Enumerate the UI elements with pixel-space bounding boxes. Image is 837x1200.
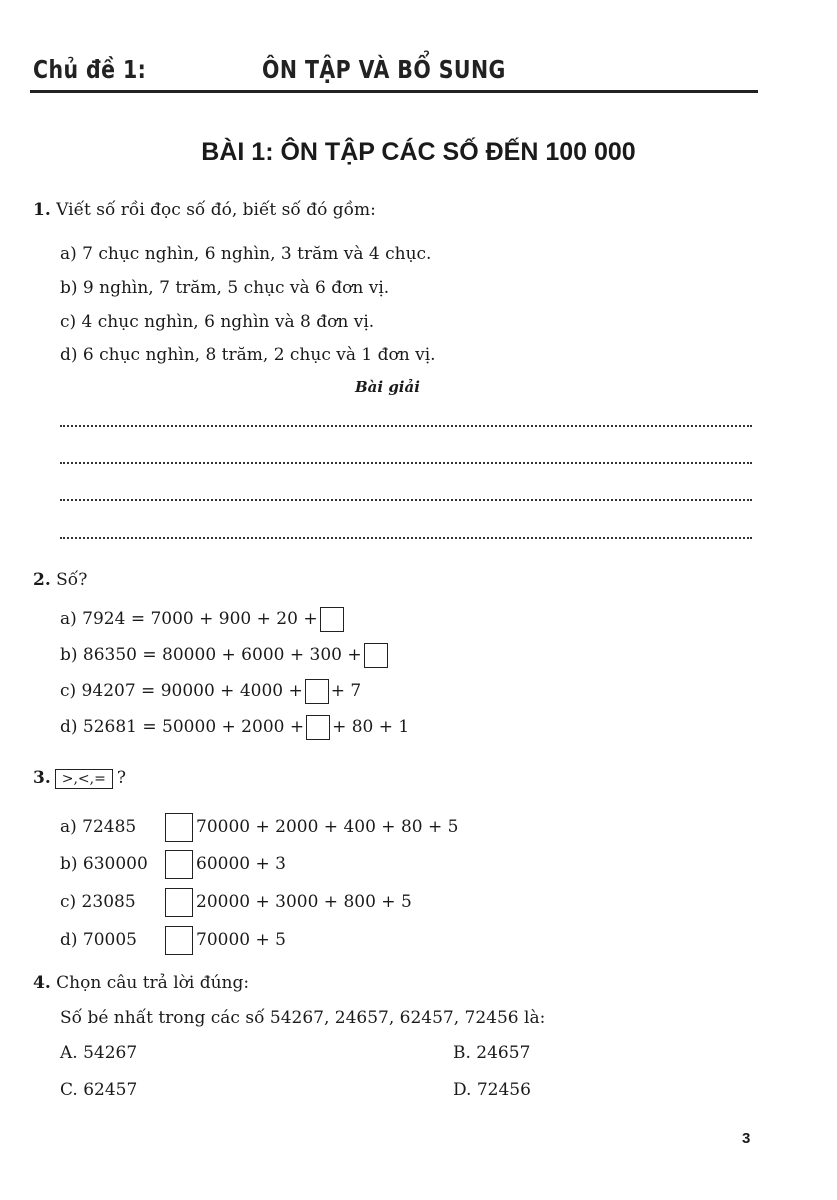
left-value: c) 23085	[60, 892, 136, 912]
comparison-row	[60, 888, 412, 917]
question-number: 4.	[33, 973, 51, 993]
question-number: 2.	[33, 570, 51, 590]
question-4	[33, 973, 249, 993]
right-expression: 20000 + 3000 + 800 + 5	[196, 892, 412, 912]
right-expression: 70000 + 5	[196, 930, 286, 950]
left-value: a) 72485	[60, 817, 137, 837]
right-expression: 70000 + 2000 + 400 + 80 + 5	[196, 817, 459, 837]
answer-box[interactable]	[165, 926, 193, 955]
answer-box[interactable]	[165, 888, 193, 917]
answer-box[interactable]	[320, 607, 344, 632]
question-2	[33, 570, 87, 590]
topic-label: Chủ đề 1:	[33, 55, 147, 84]
equation-text: + 7	[330, 681, 362, 701]
answer-box[interactable]	[165, 813, 193, 842]
question-prompt: ?	[116, 768, 126, 788]
equation-text: b) 86350 = 80000 + 6000 + 300 +	[60, 645, 362, 665]
list-item: a) 7 chục nghìn, 6 nghìn, 3 trăm và 4 chục.	[60, 244, 432, 264]
equation-text: c) 94207 = 90000 + 4000 +	[60, 681, 303, 701]
option-a[interactable]: A. 54267	[60, 1043, 138, 1063]
topic-title: ÔN TẬP VÀ BỔ SUNG	[262, 55, 506, 84]
answer-box[interactable]	[364, 643, 388, 668]
option-d[interactable]: D. 72456	[453, 1080, 531, 1100]
comparison-symbols-box: >,<,=	[55, 769, 113, 789]
answer-line[interactable]	[60, 425, 752, 427]
equation-text: + 80 + 1	[332, 717, 410, 737]
answer-box[interactable]	[165, 850, 193, 879]
answer-line[interactable]	[60, 462, 752, 464]
equation-row	[60, 715, 409, 740]
solution-label: Bài giải	[355, 378, 420, 396]
answer-line[interactable]	[60, 499, 752, 501]
question-3	[33, 768, 126, 789]
question-prompt: Chọn câu trả lời đúng:	[56, 973, 250, 993]
answer-box[interactable]	[305, 679, 329, 704]
equation-row	[60, 679, 361, 704]
answer-box[interactable]	[306, 715, 330, 740]
left-value: d) 70005	[60, 930, 137, 950]
question-prompt: Số?	[56, 570, 88, 590]
list-item: d) 6 chục nghìn, 8 trăm, 2 chục và 1 đơn vị.	[60, 345, 436, 365]
question-prompt: Viết số rồi đọc số đó, biết số đó gồm:	[56, 200, 376, 220]
comparison-row	[60, 813, 458, 842]
comparison-row	[60, 926, 286, 955]
list-item: c) 4 chục nghìn, 6 nghìn và 8 đơn vị.	[60, 312, 375, 332]
equation-text: d) 52681 = 50000 + 2000 +	[60, 717, 305, 737]
page-number: 3	[742, 1130, 751, 1147]
option-c[interactable]: C. 62457	[60, 1080, 138, 1100]
equation-row	[60, 607, 346, 632]
answer-line[interactable]	[60, 537, 752, 539]
equation-text: a) 7924 = 7000 + 900 + 20 +	[60, 609, 318, 629]
left-value: b) 630000	[60, 854, 148, 874]
question-number: 1.	[33, 200, 51, 220]
right-expression: 60000 + 3	[196, 854, 286, 874]
comparison-row	[60, 850, 286, 879]
question-text: Số bé nhất trong các số 54267, 24657, 62457, 72456 là:	[60, 1008, 546, 1028]
list-item: b) 9 nghìn, 7 trăm, 5 chục và 6 đơn vị.	[60, 278, 390, 298]
header-rule	[30, 90, 758, 93]
option-b[interactable]: B. 24657	[453, 1043, 531, 1063]
question-1	[33, 200, 376, 220]
equation-row	[60, 643, 390, 668]
question-number: 3.	[33, 768, 51, 788]
lesson-title: BÀI 1: ÔN TẬP CÁC SỐ ĐẾN 100 000	[201, 138, 636, 166]
